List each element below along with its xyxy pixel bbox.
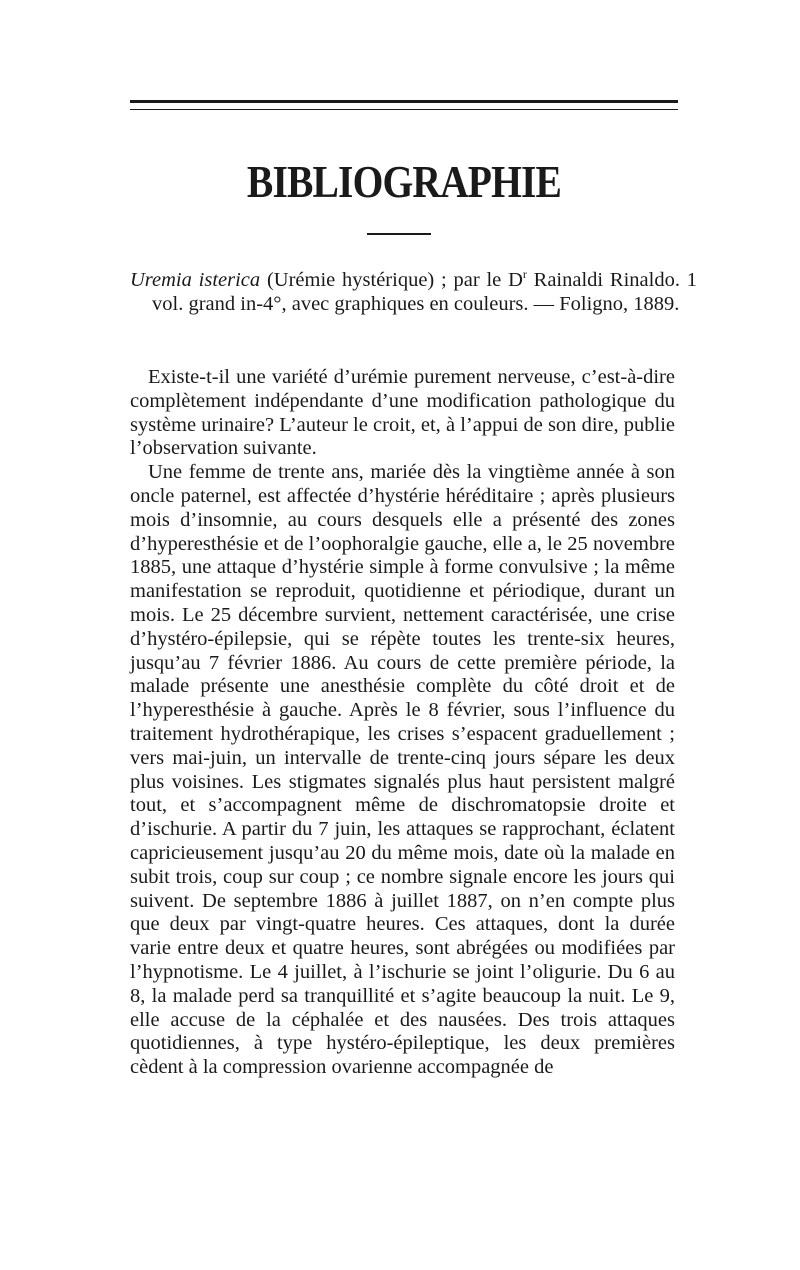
bibliography-entry bbox=[130, 268, 697, 316]
title-underline-rule bbox=[367, 233, 431, 235]
doctor-superscript: r bbox=[522, 267, 527, 281]
body-paragraph-1: Existe-t-il une variété d’urémie purement nerveuse, c’est-à-dire complètement indépendante d’une modification pathologique du système urinaire? L’auteur le croit, et, à l’appui de son dire, publie l’observation suivante. bbox=[130, 366, 675, 460]
entry-text-before-sup: (Urémie hystérique) ; par le D bbox=[260, 269, 523, 291]
review-body bbox=[130, 366, 675, 1080]
entry-text-after-sup: Rainaldi Rinaldo. 1 vol. grand in-4°, avec graphiques en couleurs. — Foligno, 1889. bbox=[152, 269, 697, 315]
body-paragraph-2: Une femme de trente ans, mariée dès la vingtième année à son oncle paternel, est affectée d’hystérie héréditaire ; après plusieurs mois d’insomnie, au cours desquels elle a présenté des zones d’hyperesthésie et de l’oophoralgie gauche, elle a, le 25 novembre 1885, une attaque d’hystérie simple à forme convulsive ; la même manifestation se reproduit, quotidienne et périodique, durant un mois. Le 25 décembre survient, nettement caractérisée, une crise d’hystéro-épilepsie, qui se répète toutes les trente-six heures, jusqu’au 7 février 1886. Au cours de cette première période, la malade présente une anesthésie complète du côté droit et de l’hyperesthésie à gauche. Après le 8 février, sous l’influence du traitement hydrothérapique, les crises s’espacent graduellement ; vers mai-juin, un intervalle de trente-cinq jours sépare les deux plus voisines. Les stigmates signalés plus haut persistent malgré tout, et s’accompagnent même de dischromatopsie droite et d’ischurie. A partir du 7 juin, les attaques se rapprochant, éclatent capricieusement jusqu’au 20 du même mois, date où la malade en subit trois, coup sur coup ; ce nombre signale encore les jours qui suivent. De septembre 1886 à juillet 1887, on n’en compte plus que deux par vingt-quatre heures. Ces attaques, dont la durée varie entre deux et quatre heures, sont abrégées ou modifiées par l’hypnotisme. Le 4 juillet, à l’ischurie se joint l’oligurie. Du 6 au 8, la malade perd sa tranquillité et s’agite beaucoup la nuit. Le 9, elle accuse de la céphalée et des nausées. Des trois attaques quotidiennes, à type hystéro-épileptique, les deux premières cèdent à la compression ovarienne accompagnée de bbox=[130, 461, 675, 1079]
work-title: Uremia isterica bbox=[130, 269, 261, 291]
header-double-rule bbox=[130, 100, 678, 110]
section-title: BIBLIOGRAPHIE bbox=[246, 156, 562, 207]
